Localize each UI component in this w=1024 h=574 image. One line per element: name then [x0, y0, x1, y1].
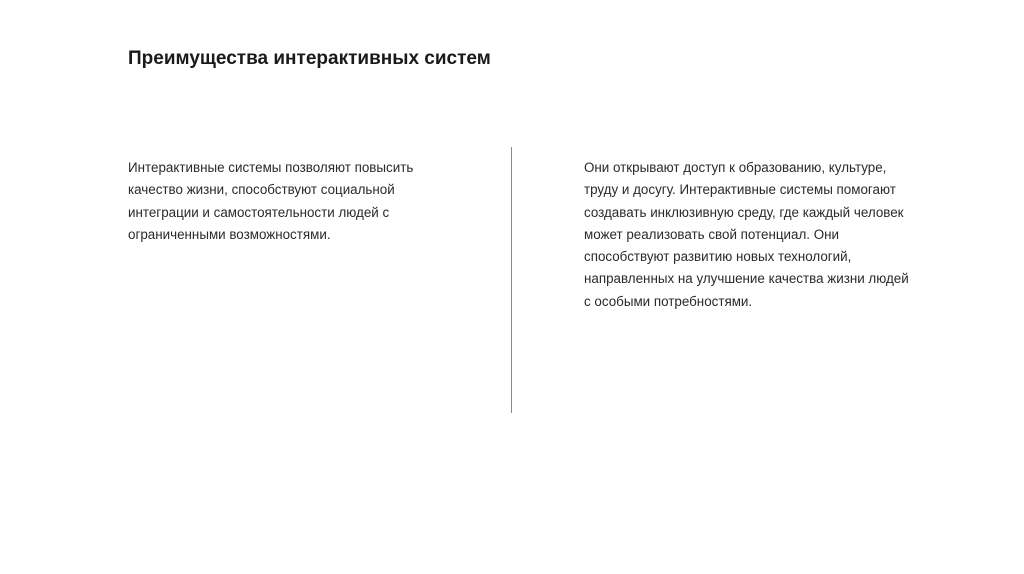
right-column-line: Они открывают доступ к образованию, культуре, [584, 160, 887, 175]
right-column-text [584, 157, 929, 313]
right-column-line: может реализовать свой потенциал. Они [584, 226, 840, 242]
slide-title: Преимущества интерактивных систем [128, 48, 491, 69]
left-column-line: Интерактивные системы позволяют повысить [128, 160, 414, 175]
right-column-line: труду и досугу. Интерактивные системы помогают [584, 182, 896, 198]
right-column-line: способствуют развитию новых технологий, [584, 249, 852, 265]
right-column-line: направленных на улучшение качества жизни людей [584, 271, 909, 287]
right-column-line: создавать инклюзивную среду, где каждый человек [584, 204, 904, 220]
left-column-text [128, 157, 448, 246]
left-column-line: качество жизни, способствуют социальной [128, 182, 395, 198]
left-column-line: ограниченными возможностями. [128, 226, 331, 242]
left-column-line: интеграции и самостоятельности людей с [128, 204, 390, 220]
right-column-line: с особыми потребностями. [584, 293, 753, 309]
column-divider [511, 147, 512, 413]
